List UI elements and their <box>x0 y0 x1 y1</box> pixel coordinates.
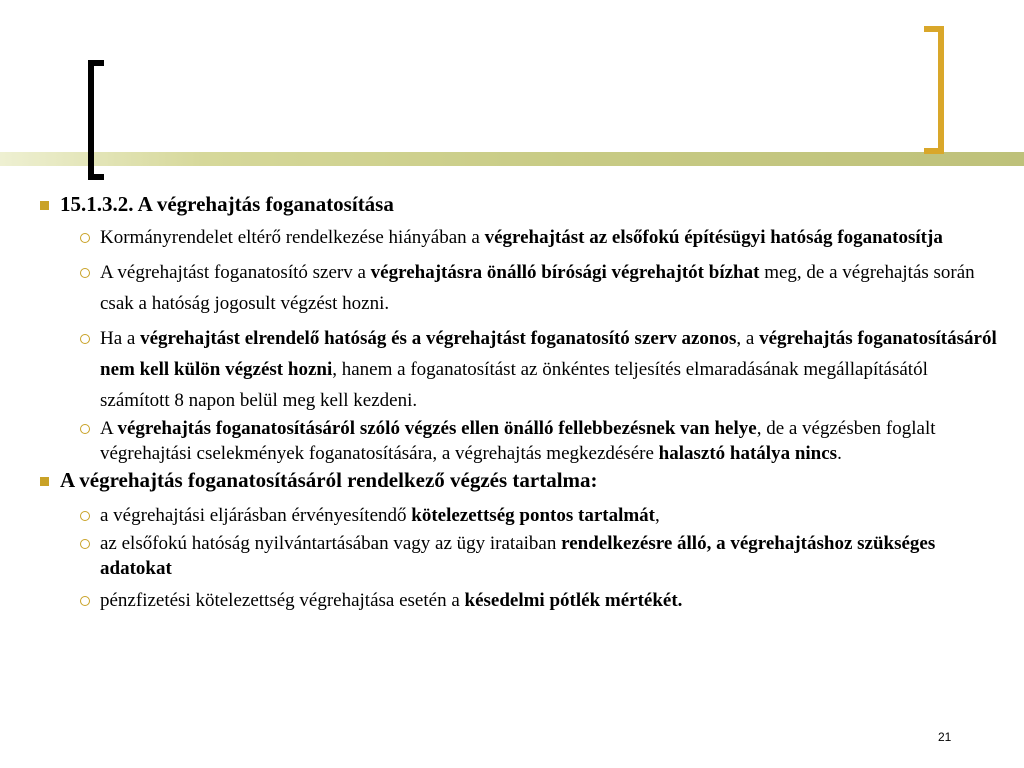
circle-bullet-icon <box>80 511 90 521</box>
section-heading-text: 15.1.3.2. A végrehajtás foganatosítása <box>60 192 394 216</box>
section-heading <box>40 466 1000 494</box>
list-item: A végrehajtás foganatosításáról szóló végzés ellen önálló fellebbezésnek van helye, de a végzésben foglalt végrehajtási cselekmények foganatosítására, a végrehajtás megkezdésére halasztó hatálya nincs. <box>40 416 1000 466</box>
list-item: az elsőfokú hatóság nyilvántartásában vagy az ügy irataiban rendelkezésre álló, a végrehajtáshoz szükséges adatokat <box>40 531 1000 581</box>
slide-body <box>40 190 1000 616</box>
circle-bullet-icon <box>80 268 90 278</box>
list-item: pénzfizetési kötelezettség végrehajtása esetén a késedelmi pótlék mértékét. <box>40 585 1000 616</box>
list-item: Kormányrendelet eltérő rendelkezése hiányában a végrehajtást az elsőfokú építésügyi hatóság foganatosítja <box>40 222 1000 253</box>
circle-bullet-icon <box>80 233 90 243</box>
square-bullet-icon <box>40 201 49 210</box>
circle-bullet-icon <box>80 596 90 606</box>
circle-bullet-icon <box>80 539 90 549</box>
section-heading <box>40 190 1000 218</box>
list-item: A végrehajtást foganatosító szerv a végrehajtásra önálló bírósági végrehajtót bízhat meg, de a végrehajtás során csak a hatóság jogosult végzést hozni. <box>40 257 1000 319</box>
title-stripe <box>0 152 1024 166</box>
circle-bullet-icon <box>80 334 90 344</box>
list-item: Ha a végrehajtást elrendelő hatóság és a végrehajtást foganatosító szerv azonos, a végrehajtás foganatosításáról nem kell külön végzést hozni, hanem a foganatosítást az önkéntes teljesítés elmaradásának megállapításától számított 8 napon belül meg kell kezdeni. <box>40 323 1000 416</box>
circle-bullet-icon <box>80 424 90 434</box>
page-number: 21 <box>938 730 952 744</box>
right-bracket-decoration <box>924 26 944 154</box>
left-bracket-decoration <box>88 60 104 180</box>
square-bullet-icon <box>40 477 49 486</box>
section-heading-text: A végrehajtás foganatosításáról rendelkező végzés tartalma: <box>60 468 598 492</box>
list-item: a végrehajtási eljárásban érvényesítendő kötelezettség pontos tartalmát, <box>40 500 1000 531</box>
